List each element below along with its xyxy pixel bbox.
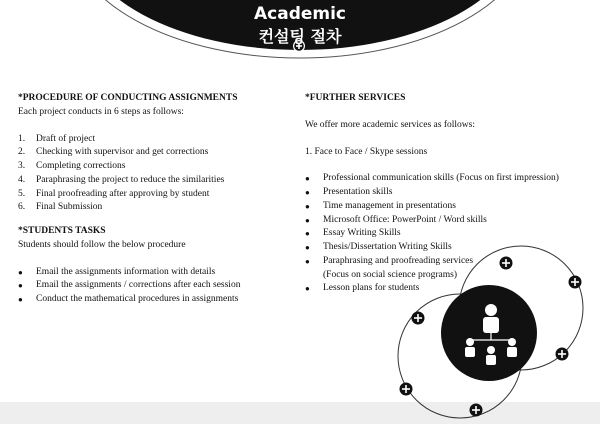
bullet-icon: ● [305, 256, 310, 266]
bullet-icon: ● [305, 243, 310, 253]
list-item [305, 200, 590, 214]
list-item-text: Professional communication skills (Focus on first impression) [323, 173, 559, 184]
further-services-heading: *FURTHER SERVICES [305, 93, 406, 103]
procedure-steps [18, 133, 293, 216]
plus-circle-icon [500, 257, 513, 270]
step-number: 4. [18, 174, 26, 185]
step-text: Draft of project [36, 133, 96, 144]
bullet-icon: ● [305, 174, 310, 184]
list-item [305, 186, 590, 200]
list-item-text: Paraphrasing and proofreading services [323, 255, 474, 266]
plus-circle-icon [412, 312, 425, 325]
list-item-text: Lesson plans for students [323, 283, 420, 294]
bullet-icon: ● [18, 281, 23, 291]
students-tasks-heading: *STUDENTS TASKS [18, 226, 106, 237]
list-item-text: Email the assignments information with details [36, 266, 216, 277]
bullet-icon: ● [305, 229, 310, 239]
students-tasks-list [18, 266, 293, 307]
step-text: Paraphrasing the project to reduce the similarities [36, 174, 225, 185]
step-text: Final Submission [36, 202, 103, 213]
step-text: Final proofreading after approving by student [36, 188, 210, 199]
step-item [18, 201, 293, 215]
list-item-text: Essay Writing Skills [323, 228, 401, 239]
step-number: 3. [18, 161, 26, 172]
further-services-intro: We offer more academic services as follows: [305, 119, 475, 130]
step-item [18, 188, 293, 202]
list-item [18, 266, 293, 280]
bullet-icon: ● [305, 188, 310, 198]
procedure-heading: *PROCEDURE OF CONDUCTING ASSIGNMENTS [18, 93, 238, 103]
students-tasks-intro: Students should follow the below procedure [18, 239, 186, 250]
plus-circle-icon [569, 276, 582, 289]
step-number: 1. [18, 133, 26, 144]
bullet-icon: ● [305, 284, 310, 294]
step-item [18, 174, 293, 188]
list-item-text: Time management in presentations [323, 200, 456, 211]
plus-circle-icon [556, 348, 569, 361]
step-number: 5. [18, 188, 26, 199]
bullet-icon: ● [305, 215, 310, 225]
step-number: 2. [18, 147, 26, 158]
list-item [305, 172, 590, 186]
bullet-icon: ● [18, 295, 23, 305]
header-title-en: Academic [253, 4, 347, 24]
list-item [305, 214, 590, 228]
step-item [18, 146, 293, 160]
list-item-text: Conduct the mathematical procedures in assignments [36, 294, 239, 305]
step-item [18, 160, 293, 174]
left-column [18, 92, 293, 307]
list-item-text: Thesis/Dissertation Writing Skills [323, 242, 452, 253]
plus-circle-icon [400, 383, 413, 396]
step-text: Completing corrections [36, 161, 126, 172]
step-number: 6. [18, 202, 26, 213]
step-text: Checking with supervisor and get corrections [36, 147, 209, 158]
further-services-subheading: 1. Face to Face / Skype sessions [305, 146, 428, 157]
bullet-icon: ● [305, 201, 310, 211]
bullet-icon: ● [18, 267, 23, 277]
list-item-text: Microsoft Office: PowerPoint / Word skills [323, 214, 487, 225]
list-item-text: Email the assignments / corrections after each session [36, 280, 241, 291]
list-item-note: (Focus on social science programs) [323, 269, 458, 280]
list-item-text: Presentation skills [323, 187, 393, 198]
procedure-intro: Each project conducts in 6 steps as follows: [18, 106, 184, 117]
header-title-ko: 컨설팅 절차 [258, 27, 342, 46]
people-network-graphic [380, 230, 598, 424]
step-item [18, 133, 293, 147]
list-item [18, 293, 293, 307]
list-item [18, 279, 293, 293]
plus-circle-icon [470, 404, 483, 417]
